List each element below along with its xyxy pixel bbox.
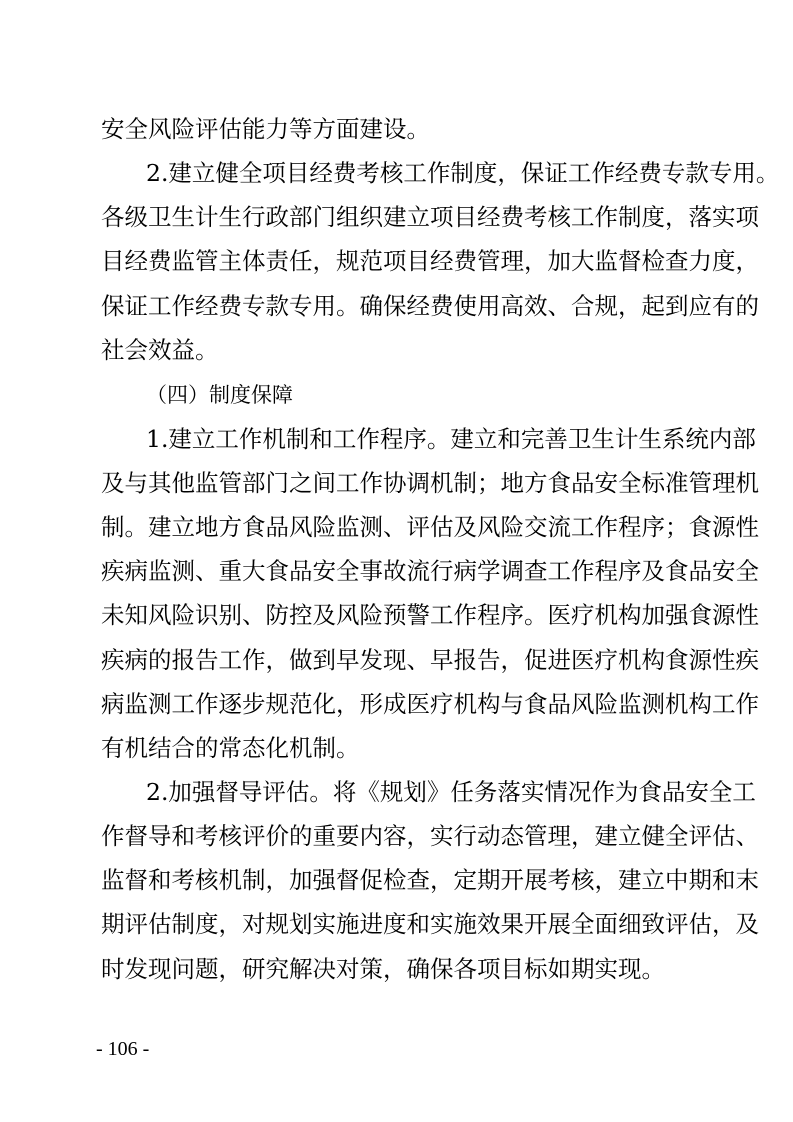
text-line: 各级卫生计生行政部门组织建立项目经费考核工作制度，落实项 xyxy=(101,203,759,231)
text-line: 社会效益。 xyxy=(101,336,219,364)
page-number: - 106 - xyxy=(96,1038,150,1060)
text-line: 安全风险评估能力等方面建设。 xyxy=(101,115,430,143)
text-line: 未知风险识别、防控及风险预警工作程序。医疗机构加强食源性 xyxy=(101,601,759,629)
paragraph-heading-line: 2.加强督导评估。将《规划》任务落实情况作为食品安全工 xyxy=(146,778,756,806)
text-line: 监督和考核机制，加强督促检查，定期开展考核，建立中期和末 xyxy=(101,866,759,894)
text-line: 疾病监测、重大食品安全事故流行病学调查工作程序及食品安全 xyxy=(101,557,759,585)
text-line: 目经费监管主体责任，规范项目经费管理，加大监督检查力度， xyxy=(101,247,759,275)
text-line: 及与其他监管部门之间工作协调机制；地方食品安全标准管理机 xyxy=(101,469,759,497)
text-line: 制。建立地方食品风险监测、评估及风险交流工作程序；食源性 xyxy=(101,513,759,541)
text-line: 期评估制度，对规划实施进度和实施效果开展全面细致评估，及 xyxy=(101,910,759,938)
section-heading: （四）制度保障 xyxy=(146,383,293,407)
text-line: 有机结合的常态化机制。 xyxy=(101,734,360,762)
text-line: 作督导和考核评价的重要内容，实行动态管理，建立健全评估、 xyxy=(101,822,759,850)
paragraph-heading-line: 1.建立工作机制和工作程序。建立和完善卫生计生系统内部 xyxy=(146,425,756,453)
text-line: 疾病的报告工作，做到早发现、早报告，促进医疗机构食源性疾 xyxy=(101,646,759,674)
text-line: 时发现问题，研究解决对策，确保各项目标如期实现。 xyxy=(101,955,665,983)
text-line: 保证工作经费专款专用。确保经费使用高效、合规，起到应有的 xyxy=(101,292,759,320)
text-line: 病监测工作逐步规范化，形成医疗机构与食品风险监测机构工作 xyxy=(101,690,759,718)
paragraph-heading-line: 2.建立健全项目经费考核工作制度，保证工作经费专款专用。 xyxy=(146,159,780,187)
